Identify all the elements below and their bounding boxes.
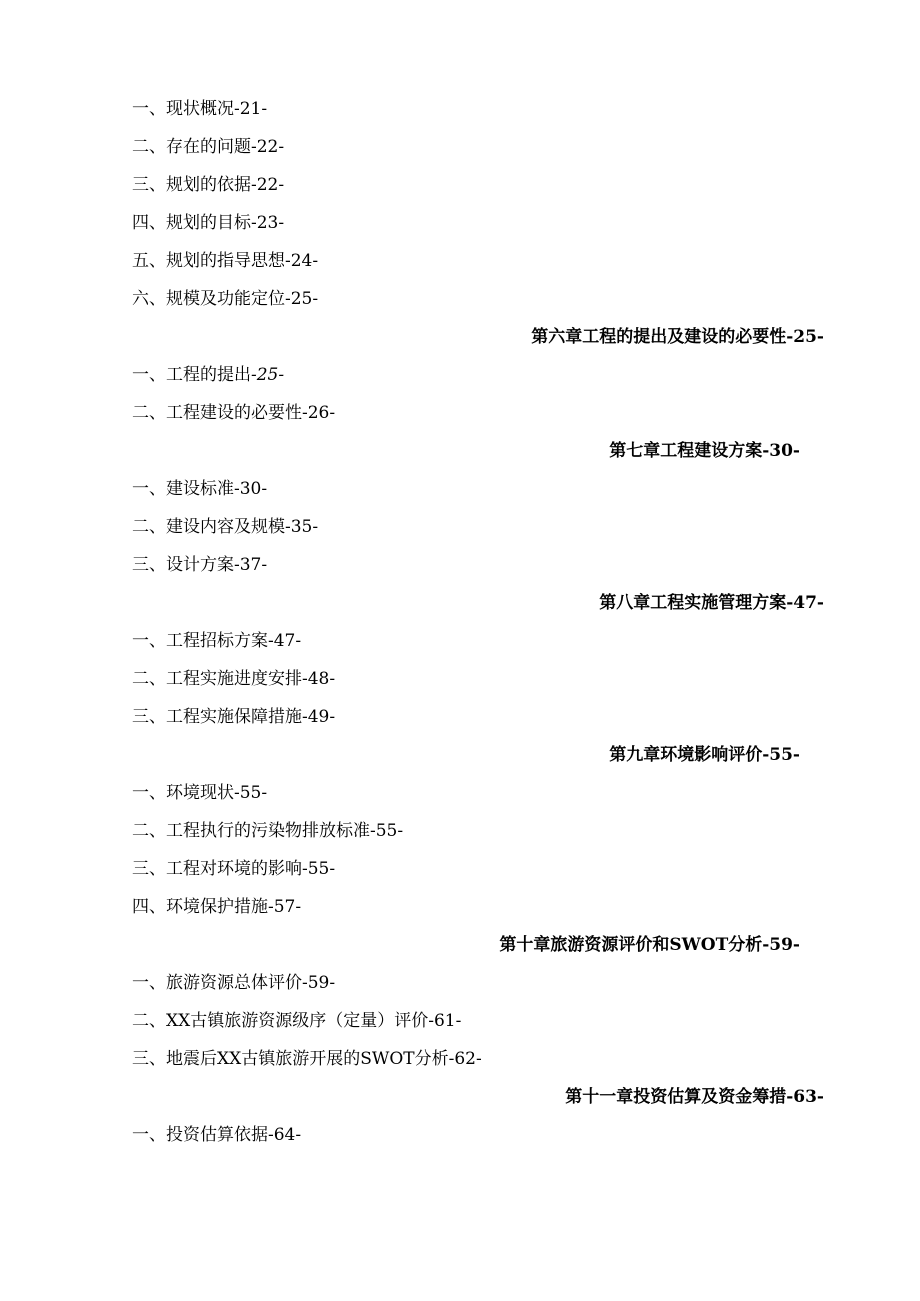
toc-entry[interactable] [132, 98, 267, 120]
toc-entry[interactable] [132, 972, 335, 994]
toc-entry-text: 一、工程的提出 [132, 365, 251, 385]
toc-entry[interactable] [132, 174, 284, 196]
toc-entry-text: 六、规模及功能定位-25- [132, 289, 319, 309]
toc-entry[interactable] [132, 630, 301, 652]
toc-entry-text: 三、规划的依据-22- [132, 175, 285, 195]
toc-entry[interactable] [132, 478, 267, 500]
toc-entry[interactable] [132, 706, 335, 728]
toc-entry-text: 一、建设标准-30- [132, 479, 268, 499]
toc-chapter-text: 第十章旅游资源评价和SWOT分析-59- [499, 935, 800, 955]
toc-chapter-heading[interactable] [499, 934, 800, 956]
toc-chapter-heading[interactable] [609, 744, 800, 766]
toc-entry[interactable] [132, 250, 318, 272]
toc-chapter-text: 第九章环境影响评价-55- [609, 745, 800, 765]
toc-entry-text: 一、投资估算依据-64- [132, 1125, 302, 1145]
toc-entry-text: 一、环境现状-55- [132, 783, 268, 803]
toc-entry[interactable] [132, 288, 318, 310]
toc-chapter-heading[interactable] [609, 440, 800, 462]
toc-entry[interactable] [132, 1124, 301, 1146]
toc-entry-text: 三、设计方案-37- [132, 555, 268, 575]
toc-entry-text: 三、工程实施保障措施-49- [132, 707, 336, 727]
toc-entry-text: 一、现状概况-21- [132, 99, 268, 119]
toc-entry-text: 三、工程对环境的影响-55- [132, 859, 336, 879]
toc-entry[interactable] [132, 402, 335, 424]
toc-entry-text: 一、工程招标方案-47- [132, 631, 302, 651]
toc-entry[interactable] [132, 554, 267, 576]
toc-entry[interactable] [132, 1048, 482, 1070]
toc-chapter-text: 第十一章投资估算及资金筹措-63- [565, 1087, 824, 1107]
toc-entry[interactable] [132, 516, 318, 538]
toc-entry[interactable] [132, 858, 335, 880]
toc-entry-text: 二、工程执行的污染物排放标准-55- [132, 821, 404, 841]
toc-chapter-heading[interactable] [599, 592, 824, 614]
toc-entry[interactable] [132, 1010, 461, 1032]
toc-chapter-text: 第七章工程建设方案-30- [609, 441, 800, 461]
toc-entry[interactable] [132, 896, 301, 918]
toc-entry[interactable] [132, 212, 284, 234]
toc-entry-text: 五、规划的指导思想-24- [132, 251, 319, 271]
toc-entry-text: 二、工程建设的必要性-26- [132, 403, 336, 423]
toc-entry[interactable] [132, 364, 284, 386]
toc-entry-page: -25- [251, 365, 285, 385]
toc-entry[interactable] [132, 668, 335, 690]
toc-entry-text: 三、地震后XX古镇旅游开展的SWOT分析-62- [132, 1049, 482, 1069]
toc-chapter-text: 第六章工程的提出及建设的必要性-25- [531, 327, 824, 347]
toc-entry-text: 二、XX古镇旅游资源级序（定量）评价-61- [132, 1011, 462, 1031]
toc-entry-text: 二、存在的问题-22- [132, 137, 285, 157]
toc-chapter-heading[interactable] [531, 326, 824, 348]
toc-entry-text: 二、建设内容及规模-35- [132, 517, 319, 537]
toc-entry-text: 四、环境保护措施-57- [132, 897, 302, 917]
toc-entry-text: 二、工程实施进度安排-48- [132, 669, 336, 689]
toc-entry[interactable] [132, 136, 284, 158]
toc-entry-text: 四、规划的目标-23- [132, 213, 285, 233]
toc-entry[interactable] [132, 820, 403, 842]
toc-chapter-text: 第八章工程实施管理方案-47- [599, 593, 824, 613]
toc-chapter-heading[interactable] [565, 1086, 824, 1108]
toc-entry[interactable] [132, 782, 267, 804]
toc-entry-text: 一、旅游资源总体评价-59- [132, 973, 336, 993]
